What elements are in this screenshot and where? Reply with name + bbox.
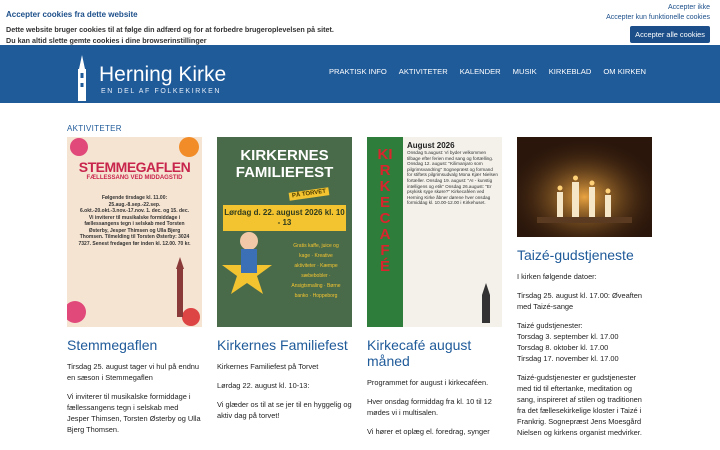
card-paragraph: Vi inviterer til musikalske formiddage i fællessangens tegn i selskab med Jesper Thimsen, Torsten Østerby og Ulla Bjerg Thomsen.	[67, 392, 201, 434]
cookie-banner	[0, 0, 720, 45]
card-title[interactable]: Stemmegaflen	[67, 337, 158, 353]
poster-date: Lørdag d. 22. august 2026 kl. 10 - 13	[223, 205, 346, 231]
church-tower-icon	[75, 55, 89, 101]
cookie-text	[6, 24, 334, 46]
decline-cookies-link[interactable]: Accepter ikke	[667, 4, 710, 11]
nav-item-musik[interactable]: MUSIK	[512, 67, 537, 76]
poster-vertical-title: KIRKECAFÉ	[377, 146, 393, 275]
accept-all-cookies-button[interactable]: Accepter alle cookies	[630, 26, 710, 43]
brand-tagline: EN DEL AF FOLKEKIRKEN	[101, 88, 222, 95]
nav-item-kirkeblad[interactable]: KIRKEBLAD	[548, 67, 592, 76]
card-paragraph: Kirkernes Familiefest på Torvet	[217, 362, 319, 371]
card-paragraph: I kirken følgende datoer:	[517, 272, 597, 281]
activity-card-taize[interactable]	[517, 137, 652, 438]
poster-headline: KIRKERNES FAMILIEFEST	[235, 147, 334, 181]
card-paragraph: Vi hører et oplæg el. foredrag, synger	[367, 427, 490, 436]
section-label: AKTIVITETER	[67, 124, 122, 133]
card-paragraph: Hver onsdag formiddag fra kl. 10 til 12 mødes vi i multisalen.	[367, 397, 492, 417]
cookie-title: Accepter cookies fra dette website	[6, 10, 138, 19]
main-nav	[329, 67, 646, 76]
poster-image[interactable]	[67, 137, 202, 327]
nav-item-kalender[interactable]: KALENDER	[459, 67, 501, 76]
cookie-text-line-2: Du kan altid slette gemte cookies i dine browserinstillinger	[6, 36, 207, 45]
poster-subheadline: FÆLLESSANG VED MIDDAGSTID	[86, 175, 183, 181]
poster-headline: August 2026	[407, 141, 455, 150]
poster-body: Følgende tirsdage kl. 11.00: 25.aug.-8.sep.-22.sep. 6.okt.-20.okt.-3.nov.-17.nov. 1. dec. og 15. dec. Vi inviterer til musikalske formiddage i fællessangens tegn i selskab med Torsten Østerby, Jesper Thimsen og Ulla Bjerg Thomsen. Tilmelding til Torsten Østerby: 3024 7327. Senest fredagen før inden kl. 12.00. 70 kr.	[78, 195, 191, 247]
cookie-actions	[606, 3, 710, 43]
accept-functional-cookies-link[interactable]: Accepter kun funktionelle cookies	[606, 14, 710, 21]
candle-photo[interactable]	[517, 137, 652, 237]
brand-name: Herning Kirke	[99, 63, 227, 86]
poster-tag: PÅ TORVET	[289, 187, 330, 201]
poster-activities: Gratis kaffe, juice og kage · Kreative aktiviteter · Kæmpe sæbebobler · Ansigtsmaling · Børne banko · Hoppeborg	[291, 243, 341, 299]
card-paragraph: Taizé-gudstjenester er gudstjenester med tid til eftertanke, meditation og sang, inspireret af stilen og traditionen fra det fællesekirkelige kloster i Taizé i Frankrig. Sognepræst Jens Moesgård Nielsen og kirkens organist medvirker.	[517, 373, 642, 437]
card-paragraph: Lørdag 22. august kl. 10-13:	[217, 381, 310, 390]
activity-card-kirkecafe[interactable]	[367, 137, 502, 437]
poster-body: Onsdag 5.august: Vi byder velkommen tilbage efter ferien med sang og fortælling. Onsdag 12. august: "Kilimanjaro som pilgrimsvandring" Sognepræst og formand for stiftets pilgrimsudvalg Mona Kjær Nielsen fortæller. Onsdag 19. august: "AI - kunstig intelligens og etik" Onsdag 26.august: "Er psykisk syge skøre?" Kirkecaféen ved Herning Kirke åbner dørene hver onsdag formiddag kl. 10.00-12.00 i Kirkehuset.	[407, 150, 498, 206]
card-paragraph: Programmet for august i kirkecaféen.	[367, 378, 489, 387]
site-header	[0, 45, 720, 103]
card-paragraph: Taizé gudstjenester: Torsdag 3. september kl. 17.00 Torsdag 8. oktober kl. 17.00 Tirsdag 17. november kl. 17.00	[517, 321, 619, 363]
card-paragraph: Tirsdag 25. august tager vi hul på endnu en sæson i Stemmegaflen	[67, 362, 200, 382]
cookie-text-line-1: Dette website bruger cookies til at følge din adfærd og for at forbedre brugeroplevelsen på sitet.	[6, 25, 334, 34]
nav-item-om-kirken[interactable]: OM KIRKEN	[603, 67, 646, 76]
poster-image[interactable]	[367, 137, 502, 327]
card-paragraph: Tirsdag 25. august kl. 17.00: Øveaften med Taizé-sange	[517, 291, 643, 311]
card-title[interactable]: Kirkernes Familiefest	[217, 337, 348, 353]
nav-item-praktisk-info[interactable]: PRAKTISK INFO	[328, 67, 387, 76]
activity-card-familiefest[interactable]	[217, 137, 352, 421]
poster-headline: STEMMEGAFLEN	[78, 159, 191, 175]
candles-illustration-icon	[517, 137, 652, 237]
nav-item-aktiviteter[interactable]: AKTIVITETER	[398, 67, 448, 76]
card-title[interactable]: Taizé-gudstjeneste	[517, 247, 634, 263]
poster-image[interactable]	[217, 137, 352, 327]
activity-card-stemmegaflen[interactable]	[67, 137, 202, 435]
church-icon	[476, 283, 496, 323]
card-title[interactable]: Kirkecafé august måned	[367, 337, 472, 369]
card-paragraph: Vi glæder os til at se jer til en hyggelig og aktiv dag på torvet!	[217, 400, 352, 420]
